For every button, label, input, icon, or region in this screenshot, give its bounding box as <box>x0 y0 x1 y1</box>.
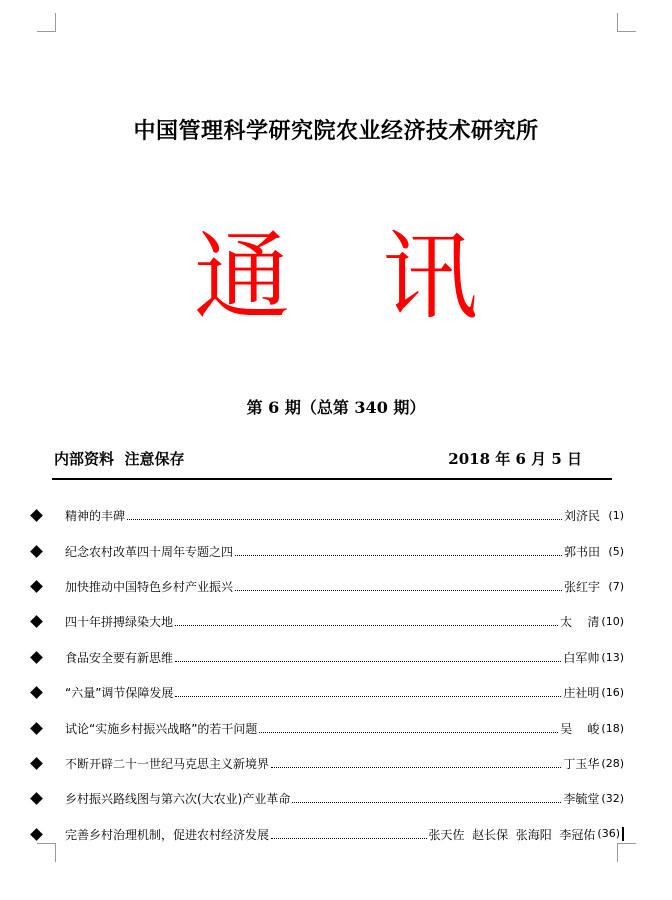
dot-leader <box>259 732 558 733</box>
toc-page: (7) <box>608 579 624 593</box>
dot-leader <box>127 519 562 520</box>
crop-mark-top-left <box>37 13 56 32</box>
toc-author: 庄社明 <box>563 686 600 701</box>
toc-title: 试论“实施乡村振兴战略”的若干问题 <box>65 721 258 736</box>
dot-leader <box>292 802 561 803</box>
dot-leader <box>175 625 558 626</box>
toc-item[interactable] <box>30 498 624 533</box>
masthead-char-left: 通 <box>194 221 290 333</box>
toc-title: 纪念农村改革四十周年专题之四 <box>65 544 234 559</box>
diamond-bullet-icon <box>30 580 43 593</box>
toc-item[interactable] <box>30 675 624 710</box>
crop-mark-top-right <box>617 13 636 32</box>
toc-author: 张天佐 赵长保 张海阳 李冠佑 <box>428 827 596 842</box>
issue-number: 第 6 期（总第 340 期） <box>246 398 426 417</box>
toc-page: (5) <box>608 544 624 558</box>
toc-author: 张红宇 <box>563 579 600 594</box>
toc-item[interactable] <box>30 604 624 639</box>
toc-title: 加快推动中国特色乡村产业振兴 <box>65 579 234 594</box>
meta-row <box>54 448 610 472</box>
dot-leader <box>271 838 427 839</box>
table-of-contents <box>30 498 624 852</box>
toc-page: (18) <box>601 721 624 735</box>
toc-title: 乡村振兴路线图与第六次(大农业)产业革命 <box>65 792 291 807</box>
dot-leader <box>235 555 562 556</box>
dot-leader <box>175 696 561 697</box>
toc-title: 四十年拼搏绿染大地 <box>65 615 174 630</box>
toc-title: 不断开辟二十一世纪马克思主义新境界 <box>65 756 270 771</box>
diamond-bullet-icon <box>30 545 43 558</box>
issue-date: 2018 年 6 月 5 日 <box>448 450 582 468</box>
toc-item[interactable] <box>30 746 624 781</box>
toc-author: 太 清 <box>560 615 600 630</box>
toc-page: (16) <box>601 686 624 700</box>
toc-item[interactable] <box>30 569 624 604</box>
toc-page: (13) <box>601 650 624 664</box>
toc-author: 刘济民 <box>563 509 600 524</box>
toc-title: “六量”调节保障发展 <box>65 686 174 701</box>
toc-author: 丁玉华 <box>563 756 600 771</box>
toc-author: 郭书田 <box>563 544 600 559</box>
masthead <box>0 222 672 332</box>
diamond-bullet-icon <box>30 722 43 735</box>
organization-title: 中国管理科学研究院农业经济技术研究所 <box>133 118 539 144</box>
diamond-bullet-icon <box>30 615 43 628</box>
masthead-char-right: 讯 <box>382 221 478 333</box>
toc-item[interactable] <box>30 533 624 568</box>
toc-page: (36) <box>597 827 624 841</box>
toc-page: (1) <box>608 509 624 523</box>
toc-author: 李毓堂 <box>563 792 600 807</box>
toc-item[interactable] <box>30 781 624 816</box>
diamond-bullet-icon <box>30 828 43 841</box>
diamond-bullet-icon <box>30 651 43 664</box>
toc-title: 食品安全要有新思维 <box>65 650 174 665</box>
toc-item[interactable] <box>30 817 624 852</box>
diamond-bullet-icon <box>30 686 43 699</box>
dot-leader <box>235 590 562 591</box>
dot-leader <box>271 767 561 768</box>
toc-page: (28) <box>601 756 624 770</box>
classification-label: 内部资料 注意保存 <box>54 450 185 468</box>
header-rule <box>52 478 612 480</box>
dot-leader <box>175 661 561 662</box>
diamond-bullet-icon <box>30 792 43 805</box>
toc-item[interactable] <box>30 710 624 745</box>
toc-page: (32) <box>601 792 624 806</box>
toc-title: 完善乡村治理机制，促进农村经济发展 <box>65 827 270 842</box>
toc-page: (10) <box>601 615 624 629</box>
toc-author: 白军帅 <box>563 650 600 665</box>
toc-item[interactable] <box>30 640 624 675</box>
toc-author: 吴 峻 <box>560 721 600 736</box>
diamond-bullet-icon <box>30 757 43 770</box>
diamond-bullet-icon <box>30 509 43 522</box>
toc-title: 精神的丰碑 <box>65 509 126 524</box>
